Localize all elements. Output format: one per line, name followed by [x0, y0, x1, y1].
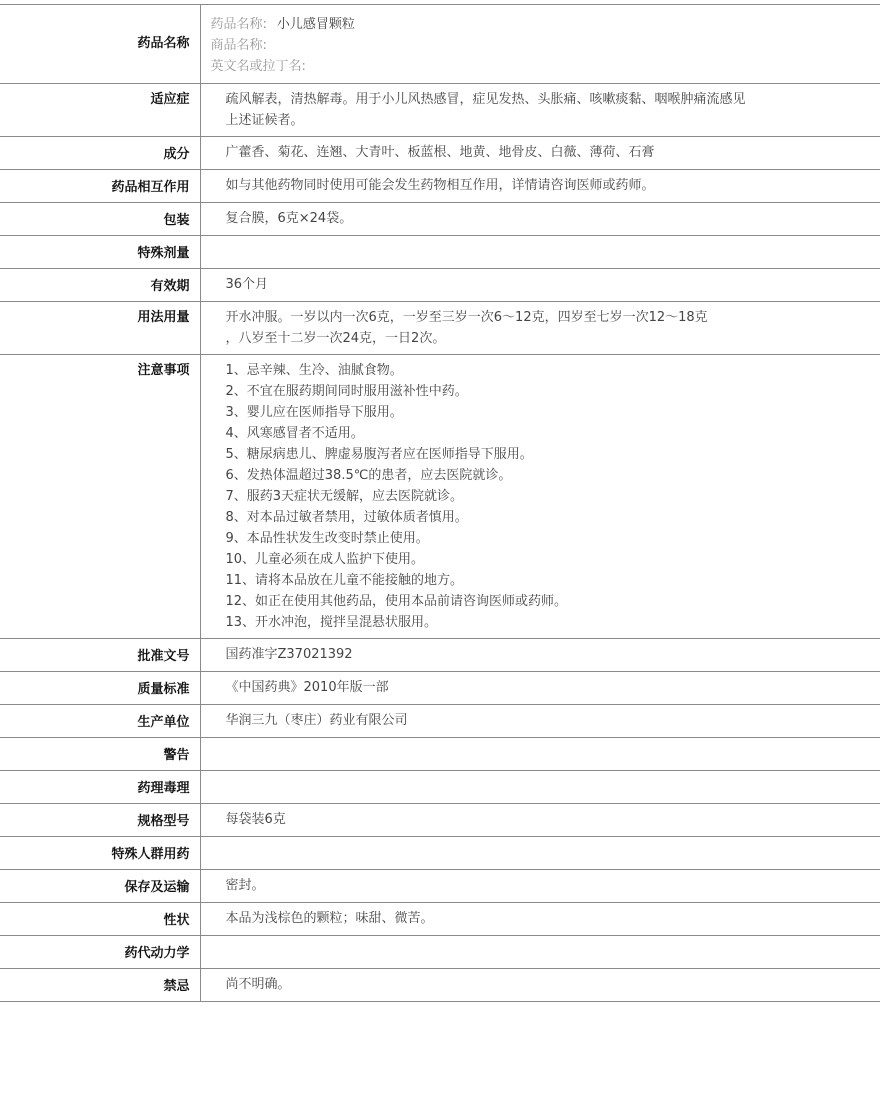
- usage-label: 用法用量: [0, 302, 200, 355]
- row-special-groups: [0, 837, 880, 870]
- toxicology-label: 药理毒理: [0, 771, 200, 804]
- precautions-list: [200, 355, 880, 639]
- character-value: 本品为浅棕色的颗粒；味甜、微苦。: [200, 903, 880, 936]
- contraindications-value: 尚不明确。: [200, 969, 880, 1002]
- usage-value: [200, 302, 880, 355]
- precaution-item: 6、发热体温超过38.5℃的患者，应去医院就诊。: [225, 468, 512, 483]
- storage-label: 保存及运输: [0, 870, 200, 903]
- english-name-label: 英文名或拉丁名:: [210, 59, 306, 74]
- row-specification: [0, 804, 880, 837]
- precaution-item: 7、服药3天症状无缓解，应去医院就诊。: [225, 489, 464, 504]
- precaution-item: 5、糖尿病患儿、脾虚易腹泻者应在医师指导下服用。: [225, 447, 533, 462]
- packaging-value: 复合膜，6克×24袋。: [200, 203, 880, 236]
- ingredients-label: 成分: [0, 137, 200, 170]
- interactions-label: 药品相互作用: [0, 170, 200, 203]
- pharmacokinetics-label: 药代动力学: [0, 936, 200, 969]
- english-name-line: [211, 56, 880, 77]
- row-special-dosage: [0, 236, 880, 269]
- validity-value: 36个月: [200, 269, 880, 302]
- ingredients-value: 广藿香、菊花、连翘、大青叶、板蓝根、地黄、地骨皮、白薇、薄荷、石膏: [200, 137, 880, 170]
- row-indications: [0, 84, 880, 137]
- approval-label: 批准文号: [0, 639, 200, 672]
- specification-value: 每袋装6克: [200, 804, 880, 837]
- precaution-item: 13、开水冲泡，搅拌呈混悬状服用。: [225, 615, 438, 630]
- special-groups-label: 特殊人群用药: [0, 837, 200, 870]
- drug-name-cell: [200, 5, 880, 84]
- storage-value: 密封。: [200, 870, 880, 903]
- row-pharmacokinetics: [0, 936, 880, 969]
- standard-value: 《中国药典》2010年版一部: [200, 672, 880, 705]
- precautions-label: 注意事项: [0, 355, 200, 639]
- row-usage: [0, 302, 880, 355]
- trade-name-line: [211, 35, 880, 56]
- row-warning: [0, 738, 880, 771]
- usage-line: 开水冲服。一岁以内一次6克，一岁至三岁一次6～12克，四岁至七岁一次12～18克: [225, 310, 708, 325]
- precaution-item: 9、本品性状发生改变时禁止使用。: [225, 531, 429, 546]
- trade-name-label: 商品名称:: [210, 38, 267, 53]
- precaution-item: 1、忌辛辣、生冷、油腻食物。: [225, 363, 403, 378]
- row-character: [0, 903, 880, 936]
- manufacturer-value: 华润三九（枣庄）药业有限公司: [200, 705, 880, 738]
- precaution-item: 4、风寒感冒者不适用。: [225, 426, 364, 441]
- row-contraindications: [0, 969, 880, 1002]
- character-label: 性状: [0, 903, 200, 936]
- indications-line: 疏风解表，清热解毒。用于小儿风热感冒，症见发热、头胀痛、咳嗽痰黏、咽喉肿痛流感见: [225, 92, 746, 107]
- standard-label: 质量标准: [0, 672, 200, 705]
- row-standard: [0, 672, 880, 705]
- row-storage: [0, 870, 880, 903]
- row-interactions: [0, 170, 880, 203]
- generic-name-value: 小儿感冒颗粒: [276, 17, 355, 32]
- row-approval: [0, 639, 880, 672]
- row-validity: [0, 269, 880, 302]
- specification-label: 规格型号: [0, 804, 200, 837]
- indications-line: 上述证候者。: [225, 113, 304, 128]
- row-toxicology: [0, 771, 880, 804]
- precaution-item: 10、儿童必须在成人监护下使用。: [225, 552, 425, 567]
- interactions-value: 如与其他药物同时使用可能会发生药物相互作用，详情请咨询医师或药师。: [200, 170, 880, 203]
- precaution-item: 11、请将本品放在儿童不能接触的地方。: [225, 573, 464, 588]
- pharmacokinetics-value: [200, 936, 880, 969]
- contraindications-label: 禁忌: [0, 969, 200, 1002]
- precaution-item: 12、如正在使用其他药品，使用本品前请咨询医师或药师。: [225, 594, 568, 609]
- precaution-item: 8、对本品过敏者禁用，过敏体质者慎用。: [225, 510, 468, 525]
- manufacturer-label: 生产单位: [0, 705, 200, 738]
- indications-value: [200, 84, 880, 137]
- warning-label: 警告: [0, 738, 200, 771]
- drug-name-label: 药品名称: [0, 5, 200, 84]
- warning-value: [200, 738, 880, 771]
- approval-value: 国药准字Z37021392: [200, 639, 880, 672]
- drug-spec-table: [0, 4, 880, 1002]
- packaging-label: 包装: [0, 203, 200, 236]
- row-ingredients: [0, 137, 880, 170]
- indications-label: 适应症: [0, 84, 200, 137]
- generic-name-label: 药品名称:: [210, 17, 267, 32]
- row-packaging: [0, 203, 880, 236]
- usage-line: ，八岁至十二岁一次24克，一日2次。: [225, 331, 446, 346]
- validity-label: 有效期: [0, 269, 200, 302]
- special-dosage-label: 特殊剂量: [0, 236, 200, 269]
- special-dosage-value: [200, 236, 880, 269]
- row-precautions: [0, 355, 880, 639]
- row-manufacturer: [0, 705, 880, 738]
- toxicology-value: [200, 771, 880, 804]
- precaution-item: 3、婴儿应在医师指导下服用。: [225, 405, 403, 420]
- generic-name-line: [211, 14, 880, 35]
- special-groups-value: [200, 837, 880, 870]
- row-drug-name: [0, 5, 880, 84]
- precaution-item: 2、不宜在服药期间同时服用滋补性中药。: [225, 384, 468, 399]
